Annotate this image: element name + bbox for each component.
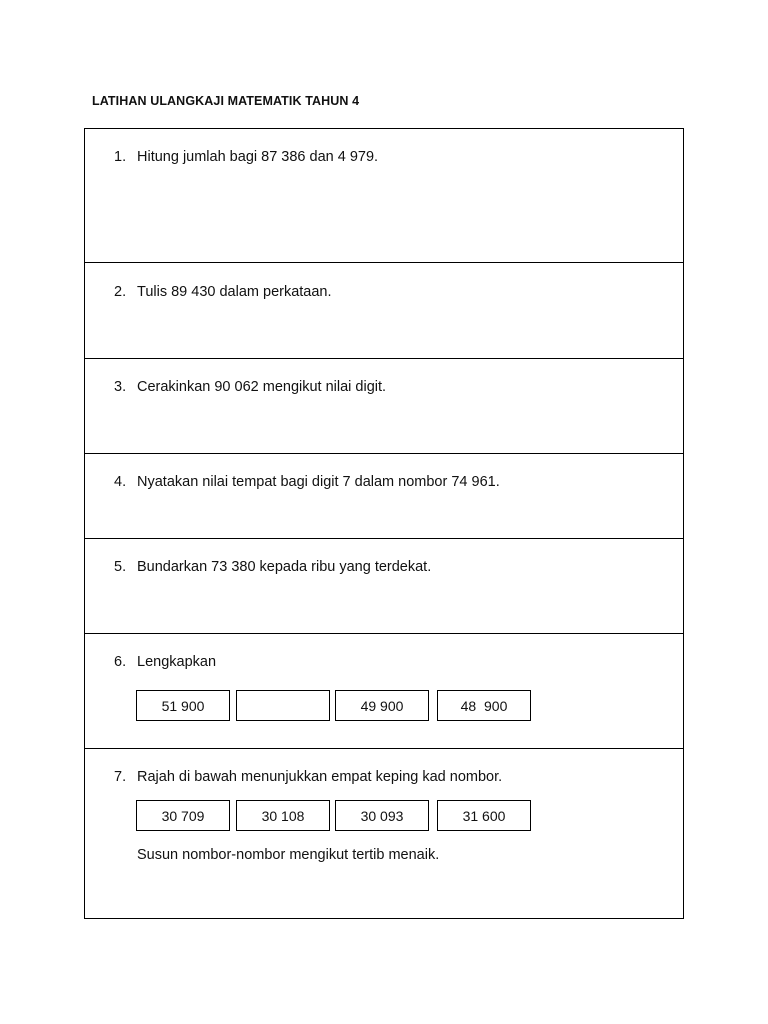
questions-table — [84, 128, 684, 919]
question-number: 6. — [114, 654, 127, 670]
question-number: 2. — [114, 284, 127, 300]
question-row-4 — [85, 454, 683, 539]
number-card: 31 600 — [437, 800, 531, 831]
question-text: Nyatakan nilai tempat bagi digit 7 dalam nombor 74 961. — [137, 474, 500, 490]
number-card: 30 709 — [136, 800, 230, 831]
question-text: Rajah di bawah menunjukkan empat keping kad nombor. — [137, 769, 503, 785]
blank-number-card[interactable] — [236, 690, 330, 721]
question-row-6 — [85, 634, 683, 749]
number-card: 49 900 — [335, 690, 429, 721]
question-number: 4. — [114, 474, 127, 490]
question-text: Tulis 89 430 dalam perkataan. — [137, 284, 332, 300]
question-number: 5. — [114, 559, 127, 575]
number-card: 30 093 — [335, 800, 429, 831]
question-row-3 — [85, 359, 683, 454]
question-number: 1. — [114, 149, 127, 165]
question-number: 7. — [114, 769, 127, 785]
question-row-2 — [85, 263, 683, 359]
number-card: 30 108 — [236, 800, 330, 831]
question-number: 3. — [114, 379, 127, 395]
page-title: LATIHAN ULANGKAJI MATEMATIK TAHUN 4 — [92, 94, 360, 108]
number-card: 48 900 — [437, 690, 531, 721]
question-text: Bundarkan 73 380 kepada ribu yang terdekat. — [137, 559, 432, 575]
question-text: Lengkapkan — [137, 654, 217, 670]
question-row-1 — [85, 129, 683, 263]
question-row-7 — [85, 749, 683, 918]
question-row-5 — [85, 539, 683, 634]
question-text: Hitung jumlah bagi 87 386 dan 4 979. — [137, 149, 379, 165]
question-instruction: Susun nombor-nombor mengikut tertib menaik. — [137, 847, 440, 863]
number-card: 51 900 — [136, 690, 230, 721]
question-text: Cerakinkan 90 062 mengikut nilai digit. — [137, 379, 387, 395]
